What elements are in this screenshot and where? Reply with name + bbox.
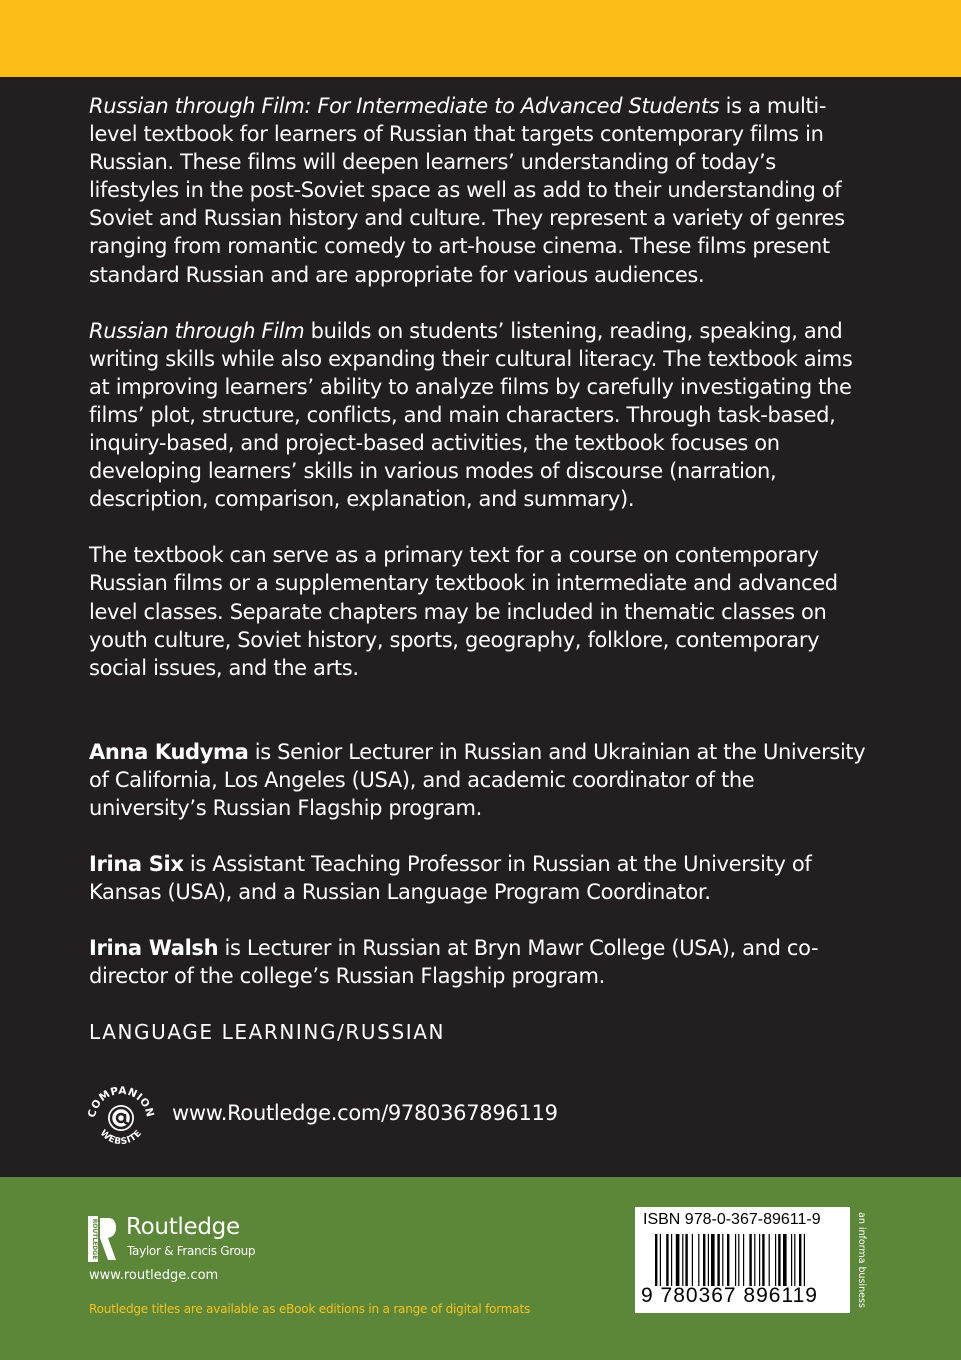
svg-text:WEBSITE xyxy=(98,1128,144,1147)
author-name: Irina Walsh xyxy=(89,936,219,961)
ebook-availability-note: Routledge titles are available as eBook editions in a range of digital formats xyxy=(89,1302,531,1316)
isbn-barcode xyxy=(635,1207,850,1313)
routledge-logo-icon xyxy=(88,1216,118,1262)
top-yellow-band xyxy=(0,0,961,77)
companion-label-top: COMPANION xyxy=(86,1084,156,1119)
barcode-digits: 9 780367 896119 xyxy=(641,1284,818,1307)
companion-website-icon xyxy=(86,1084,156,1148)
description-paragraph-3: The textbook can serve as a primary text for a course on contemporary Russian films or a supplementary textbook in intermediate and advanced level classes. Separate chapters may be included in thematic classes on youth culture, Soviet history, sports, geography, folklore, contemporary social issues, and the arts. xyxy=(89,543,838,680)
description-paragraph-2: Russian through Film builds on students’ listening, reading, speaking, and writing skills while also expanding their cultural literacy. The textbook aims at improving learners’ ability to analyze films by carefully investigating the films’ plot, structure, conflicts, and main characters. Through task-based, inquiry-based, and project-based activities, the textbook focuses on developing learners’ skills in various modes of discourse (narration, description, comparison, explanation, and summary). xyxy=(89,318,853,512)
informa-business-label xyxy=(855,1212,869,1312)
isbn-label: ISBN 978-0-367-89611-9 xyxy=(643,1211,821,1228)
subject-category: LANGUAGE LEARNING/RUSSIAN xyxy=(89,1020,446,1044)
author-bio-1: Anna Kudyma is Senior Lecturer in Russian and Ukrainian at the University of California, Los Angeles (USA), and academic coordinator of the university’s Russian Flagship program. xyxy=(89,739,866,820)
svg-text:an informa business: an informa business xyxy=(856,1212,867,1308)
author-name: Irina Six xyxy=(89,852,184,877)
companion-label-bottom: WEBSITE xyxy=(97,1128,145,1148)
back-cover-text xyxy=(89,92,869,1018)
book-title-italic: Russian through Film: For Intermediate to Advanced Students xyxy=(89,94,720,118)
companion-website-url[interactable]: www.Routledge.com/9780367896119 xyxy=(172,1101,558,1125)
publisher-group: Taylor & Francis Group xyxy=(127,1244,256,1258)
barcode-bars xyxy=(655,1234,845,1286)
routledge-logo-letters: ROUTLEDGE xyxy=(91,1218,98,1260)
author-bio-2: Irina Six is Assistant Teaching Professor in Russian at the University of Kansas (USA), and a Russian Language Program Coordinator. xyxy=(89,852,812,905)
book-short-title-italic: Russian through Film xyxy=(89,318,305,343)
publisher-website[interactable]: www.routledge.com xyxy=(89,1268,219,1283)
author-bio-3: Irina Walsh is Lecturer in Russian at Bryn Mawr College (USA), and co-director of the college’s Russian Flagship program. xyxy=(89,936,819,989)
description-paragraph-1: Russian through Film: For Intermediate to Advanced Students is a multi-level textbook for learners of Russian that targets contemporary films in Russian. These films will deepen learners’ understanding of today’s lifestyles in the post-Soviet space as well as add to their understanding of Soviet and Russian history and culture. They represent a variety of genres ranging from romantic comedy to art-house cinema. These films present standard Russian and are appropriate for various audiences. xyxy=(89,94,845,287)
author-name: Anna Kudyma xyxy=(89,739,249,764)
publisher-name: Routledge xyxy=(126,1214,240,1240)
